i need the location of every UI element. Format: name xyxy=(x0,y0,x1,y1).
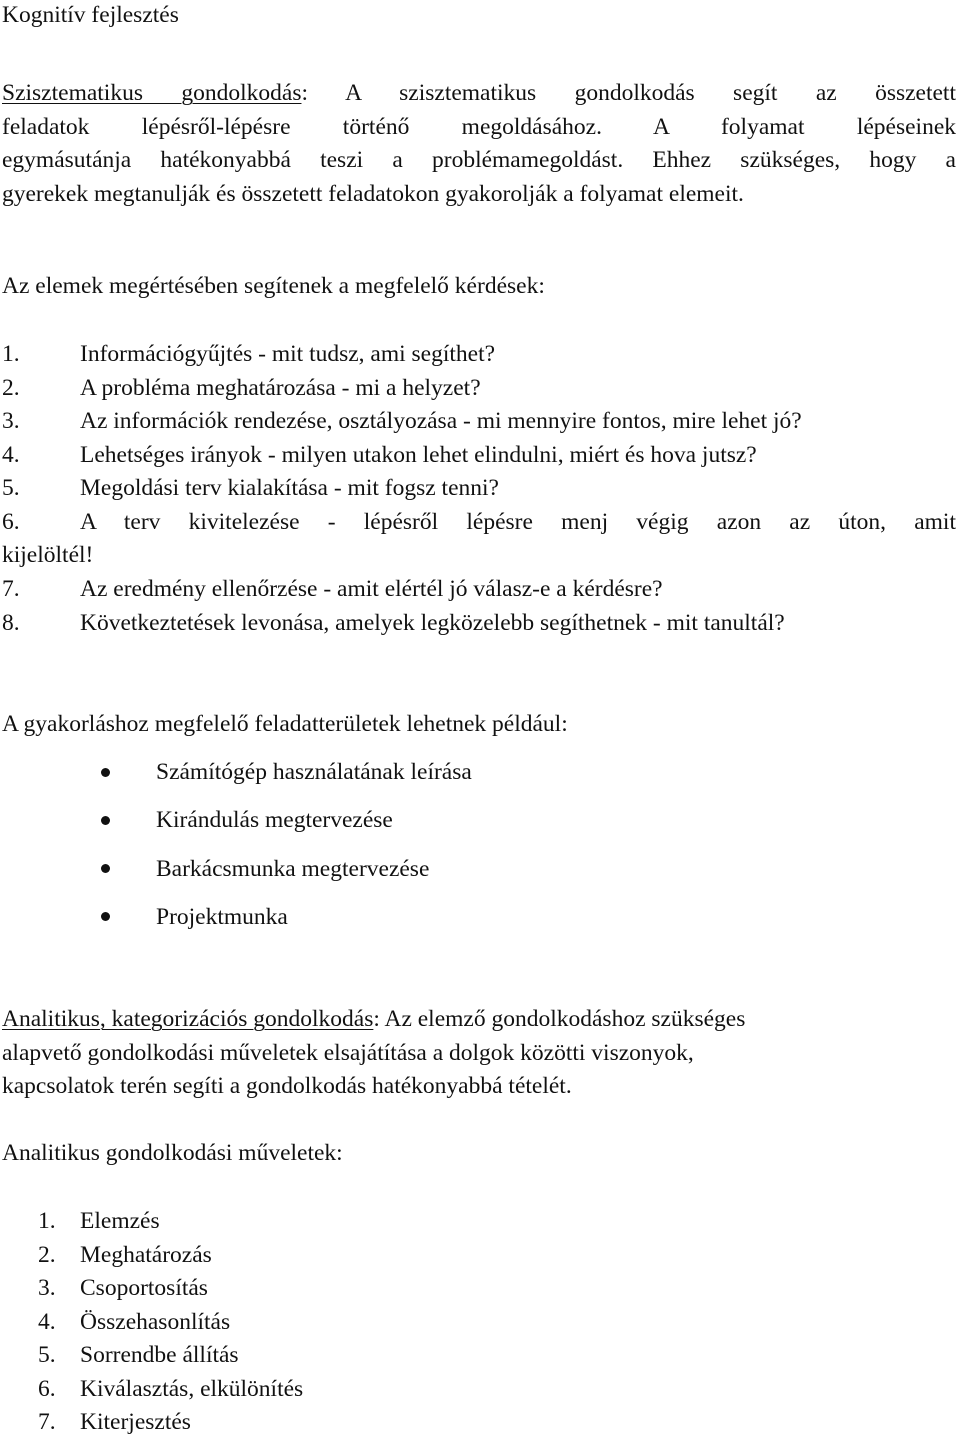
operation-item: 3. Csoportosítás xyxy=(38,1275,208,1301)
step-item: 2. A probléma meghatározása - mi a helyzet? xyxy=(2,375,481,401)
step-item: 7. Az eredmény ellenőrzése - amit elértél jó válasz-e a kérdésre? xyxy=(2,576,663,602)
step-item: 1. Információgyűjtés - mit tudsz, ami segíthet? xyxy=(2,341,496,367)
operation-item: 4. Összehasonlítás xyxy=(38,1309,231,1335)
section1-intro-line2: feladatok lépésről-lépésre történő megoldásához. A folyamat lépéseinek xyxy=(2,114,956,140)
step-item: 8. Következtetések levonása, amelyek legközelebb segíthetnek - mit tanultál? xyxy=(2,610,785,636)
bullet-icon xyxy=(101,912,110,921)
step-item: 5. Megoldási terv kialakítása - mit fogsz tenni? xyxy=(2,475,499,501)
operation-item: 7. Kiterjesztés xyxy=(38,1409,191,1435)
step-item: 4. Lehetséges irányok - milyen utakon lehet elindulni, miért és hova jutsz? xyxy=(2,442,757,468)
operation-item: 6. Kiválasztás, elkülönítés xyxy=(38,1376,304,1402)
step-item-continuation: kijelöltél! xyxy=(2,542,94,568)
operation-item: 5. Sorrendbe állítás xyxy=(38,1342,239,1368)
operation-item: 1. Elemzés xyxy=(38,1208,160,1234)
practice-item: Barkácsmunka megtervezése xyxy=(156,856,430,882)
step-item: 3. Az információk rendezése, osztályozása - mi mennyire fontos, mire lehet jó? xyxy=(2,408,802,434)
section1-intro-line1: Szisztematikus gondolkodás: A szisztematikus gondolkodás segít az összetett xyxy=(2,80,956,106)
operations-heading: Analitikus gondolkodási műveletek: xyxy=(2,1140,343,1166)
questions-heading: Az elemek megértésében segítenek a megfelelő kérdések: xyxy=(2,273,545,299)
section2-intro-line2: alapvető gondolkodási műveletek elsajátítása a dolgok közötti viszonyok, xyxy=(2,1040,694,1066)
page-title: Kognitív fejlesztés xyxy=(2,2,179,28)
section2-term: Analitikus, kategorizációs gondolkodás xyxy=(2,1006,374,1032)
operation-item: 2. Meghatározás xyxy=(38,1242,212,1268)
bullet-icon xyxy=(101,768,110,777)
step-item: 6. A terv kivitelezése - lépésről lépésre menj végig azon az úton, amit xyxy=(2,509,956,535)
section1-intro-line4: gyerekek megtanulják és összetett feladatokon gyakorolják a folyamat elemeit. xyxy=(2,181,744,207)
section1-intro-line3: egymásutánja hatékonyabbá teszi a problémamegoldást. Ehhez szükséges, hogy a xyxy=(2,147,956,173)
section2-intro-line1: Analitikus, kategorizációs gondolkodás: Az elemző gondolkodáshoz szükséges xyxy=(2,1006,746,1032)
practice-item: Projektmunka xyxy=(156,904,288,930)
practice-item: Kirándulás megtervezése xyxy=(156,807,393,833)
section1-term: Szisztematikus gondolkodás xyxy=(2,80,302,106)
bullet-icon xyxy=(101,816,110,825)
section2-intro-line3: kapcsolatok terén segíti a gondolkodás hatékonyabbá tételét. xyxy=(2,1073,572,1099)
practice-item: Számítógép használatának leírása xyxy=(156,759,472,785)
practice-heading: A gyakorláshoz megfelelő feladatterületek lehetnek például: xyxy=(2,711,568,737)
bullet-icon xyxy=(101,864,110,873)
